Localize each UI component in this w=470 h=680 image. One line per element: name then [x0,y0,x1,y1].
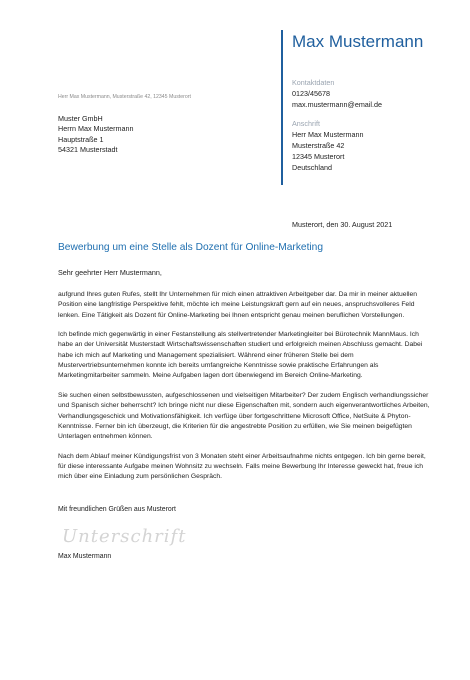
recipient-address [58,114,134,156]
address-heading: Anschrift [292,119,320,129]
applicant-name: Max Mustermann [292,32,424,51]
recipient-line: Hauptstraße 1 [58,134,104,144]
contact-heading: Kontaktdaten [292,78,335,87]
signature: Unterschrift [62,526,187,547]
recipient-line: 54321 Musterstadt [58,145,118,155]
contact-email: max.mustermann@email.de [292,99,382,109]
address-line: Deutschland [292,162,332,172]
salutation: Sehr geehrter Herr Mustermann, [58,268,162,277]
address-line: Musterstraße 42 [292,140,345,150]
date-line: Musterort, den 30. August 2021 [292,220,393,229]
body-paragraph: aufgrund Ihres guten Rufes, stellt Ihr Unternehmen für mich einen attraktiven Arbeitgeber dar. Da mir in meiner aktuellen Position eine langfristige Perspektive fehlt, möchte ich meine Leistungskraft gern auf ein neues, anspruchsvolleres Feld lenken. Eine Tätigkeit als Dozent für Online-Marketing bei Ihnen entspricht genau meinen beruflichen Vorstellungen. [58,291,418,319]
recipient-line: Herrn Max Mustermann [58,124,134,134]
address-line: Herr Max Mustermann [292,130,364,140]
recipient-line: Muster GmbH [58,114,103,123]
body-paragraph: Ich befinde mich gegenwärtig in einer Festanstellung als stellvertretender Marketingleiter bei Bürotechnik MannMaus. Ich habe an der Universität Musterstadt Wirtschaftswissenschaften studiert und erfolgreich meinen Abschluss gemacht. Dabei habe ich mich auf Marketing und Management spezialisiert. Während einer früheren Stelle bei dem Mustervertriebsunternehmen konnte ich bereits umfangreiche Kenntnisse sowie praktische Erfahrungen als Marketingmitarbeiter sammeln. Meine Aufgaben lagen dort überwiegend im Bereich Online-Marketing. [58,331,423,380]
contact-block [292,78,382,173]
address-line: 12345 Musterort [292,151,345,161]
letter-body [58,290,430,492]
closing-line: Mit freundlichen Grüßen aus Musterort [58,506,176,513]
header-accent-bar [281,30,283,185]
body-paragraph: Nach dem Ablauf meiner Kündigungsfrist von 3 Monaten steht einer Arbeitsaufnahme nichts entgegen. Ich bin gerne bereit, für diese interessante Aufgabe meinen Wohnsitz zu wechseln. Falls meine Bewerbung Ihr Interesse geweckt hat, freue ich mich über eine Einladung zum persönlichen Gespräch. [58,452,426,481]
contact-phone: 0123/45678 [292,88,330,98]
body-paragraph: Sie suchen einen selbstbewussten, aufgeschlossenen und vielseitigen Mitarbeiter? Der zudem Englisch verhandlungssicher und Spanisch sicher beherrscht? Ich bringe nicht nur diese Eigenschaften mit, sondern auch eigenverantwortliches Arbeiten, Verhandlungsgeschick und Motivationsfähigkeit. Ich verfüge über fortgeschrittene Microsoft Office, NetSuite & Phyton-Kenntnisse. Ferner bin ich überzeugt, die Kriterien für die angestrebte Position zu erfüllen, wie Sie meinen beigefügten Unterlagen entnehmen können. [58,391,430,441]
subject-line: Bewerbung um eine Stelle als Dozent für Online-Marketing [58,242,324,253]
sender-return-line: Herr Max Mustermann, Musterstraße 42, 12345 Musterort [58,94,191,100]
signer-name: Max Mustermann [58,553,112,560]
